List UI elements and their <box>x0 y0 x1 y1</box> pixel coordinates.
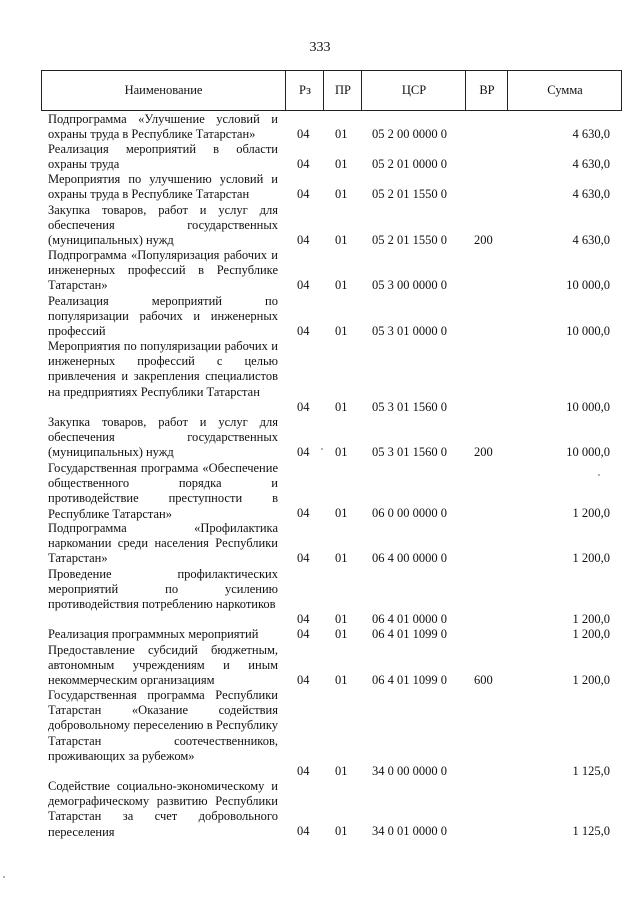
header-vr: ВР <box>465 71 508 110</box>
header-name: Наименование <box>124 83 203 97</box>
row-sum: 1 200,0 <box>572 612 610 626</box>
row-rz: 04 <box>297 127 310 141</box>
row-rz: 04 <box>297 445 310 459</box>
row-csr: 06 0 00 0000 0 <box>372 506 447 520</box>
row-name: Закупка товаров, работ и услуг для обеспечения государственных (муниципальных) нужд <box>48 415 278 460</box>
row-vr: 200 <box>474 445 493 459</box>
row-name: Подпрограмма «Популяризация рабочих и инженерных профессий в Республике Татарстан» <box>48 248 278 293</box>
row-sum: 1 200,0 <box>572 673 610 687</box>
row-pr: 01 <box>335 324 348 338</box>
row-pr: 01 <box>335 157 348 171</box>
row-pr: 01 <box>335 187 348 201</box>
row-csr: 34 0 00 0000 0 <box>372 764 447 778</box>
row-csr: 05 2 01 1550 0 <box>372 187 447 201</box>
row-sum: 1 200,0 <box>572 506 610 520</box>
row-pr: 01 <box>335 627 348 641</box>
row-sum: 10 000,0 <box>566 278 610 292</box>
row-pr: 01 <box>335 278 348 292</box>
header-sum: Сумма <box>507 71 622 110</box>
row-csr: 05 3 01 1560 0 <box>372 400 447 414</box>
row-sum: 1 125,0 <box>572 764 610 778</box>
row-pr: 01 <box>335 233 348 247</box>
row-pr: 01 <box>335 824 348 838</box>
row-pr: 01 <box>335 612 348 626</box>
row-name: Государственная программа «Обеспечение общественного порядка и противодействие преступности в Республике Татарстан» <box>48 461 278 521</box>
row-csr: 05 2 01 1550 0 <box>372 233 447 247</box>
page-number: 333 <box>309 40 331 55</box>
row-name: Содействие социально-экономическому и демографическому развитию Республики Татарстан за счет добровольного переселения <box>48 779 278 839</box>
row-rz: 04 <box>297 551 310 565</box>
row-rz: 04 <box>297 157 310 171</box>
row-name: Государственная программа Республики Татарстан «Оказание содействия добровольному переселению в Республику Татарстан соотечественников, проживающих за рубежом» <box>48 688 278 763</box>
row-rz: 04 <box>297 824 310 838</box>
row-csr: 06 4 00 0000 0 <box>372 551 447 565</box>
row-csr: 05 2 01 0000 0 <box>372 157 447 171</box>
row-csr: 05 3 01 0000 0 <box>372 324 447 338</box>
row-pr: 01 <box>335 445 348 459</box>
row-sum: 4 630,0 <box>572 157 610 171</box>
row-csr: 06 4 01 1099 0 <box>372 627 447 641</box>
row-sum: 4 630,0 <box>572 187 610 201</box>
row-rz: 04 <box>297 278 310 292</box>
row-rz: 04 <box>297 627 310 641</box>
row-name: Мероприятия по популяризации рабочих и инженерных профессий с целью привлечения и закрепления специалистов на предприятиях Республики Татарстан <box>48 339 278 399</box>
row-rz: 04 <box>297 187 310 201</box>
row-rz: 04 <box>297 233 310 247</box>
row-pr: 01 <box>335 506 348 520</box>
row-sum: 4 630,0 <box>572 127 610 141</box>
scan-speck <box>321 448 323 450</box>
scan-speck <box>598 474 600 476</box>
row-pr: 01 <box>335 127 348 141</box>
row-rz: 04 <box>297 764 310 778</box>
row-name: Закупка товаров, работ и услуг для обеспечения государственных (муниципальных) нужд <box>48 203 278 248</box>
row-sum: 10 000,0 <box>566 400 610 414</box>
row-name: Подпрограмма «Улучшение условий и охраны труда в Республике Татарстан» <box>48 112 278 142</box>
row-sum: 1 125,0 <box>572 824 610 838</box>
header-pr: ПР <box>323 71 362 110</box>
row-sum: 1 200,0 <box>572 551 610 565</box>
row-sum: 10 000,0 <box>566 445 610 459</box>
row-name: Подпрограмма «Профилактика наркомании среди населения Республики Татарстан» <box>48 521 278 566</box>
row-pr: 01 <box>335 764 348 778</box>
row-name: Реализация мероприятий в области охраны труда <box>48 142 278 172</box>
row-name: Реализация программных мероприятий <box>48 627 259 641</box>
row-rz: 04 <box>297 612 310 626</box>
scan-speck <box>3 876 5 878</box>
row-sum: 4 630,0 <box>572 233 610 247</box>
row-pr: 01 <box>335 673 348 687</box>
header-csr: ЦСР <box>361 71 466 110</box>
row-csr: 05 3 00 0000 0 <box>372 278 447 292</box>
row-name: Реализация мероприятий по популяризации рабочих и инженерных профессий <box>48 294 278 339</box>
row-rz: 04 <box>297 673 310 687</box>
row-name: Мероприятия по улучшению условий и охраны труда в Республике Татарстан <box>48 172 278 202</box>
header-rz: Рз <box>285 71 324 110</box>
row-vr: 600 <box>474 673 493 687</box>
row-csr: 34 0 01 0000 0 <box>372 824 447 838</box>
row-name: Предоставление субсидий бюджетным, автономным учреждениям и иным некоммерческим организациям <box>48 643 278 688</box>
row-sum: 10 000,0 <box>566 324 610 338</box>
row-vr: 200 <box>474 233 493 247</box>
row-pr: 01 <box>335 551 348 565</box>
row-csr: 05 3 01 1560 0 <box>372 445 447 459</box>
row-csr: 06 4 01 0000 0 <box>372 612 447 626</box>
row-rz: 04 <box>297 400 310 414</box>
row-sum: 1 200,0 <box>572 627 610 641</box>
row-rz: 04 <box>297 506 310 520</box>
row-name: Проведение профилактических мероприятий по усилению противодействия потреблению наркотиков <box>48 567 278 612</box>
row-pr: 01 <box>335 400 348 414</box>
row-csr: 06 4 01 1099 0 <box>372 673 447 687</box>
row-rz: 04 <box>297 324 310 338</box>
row-csr: 05 2 00 0000 0 <box>372 127 447 141</box>
